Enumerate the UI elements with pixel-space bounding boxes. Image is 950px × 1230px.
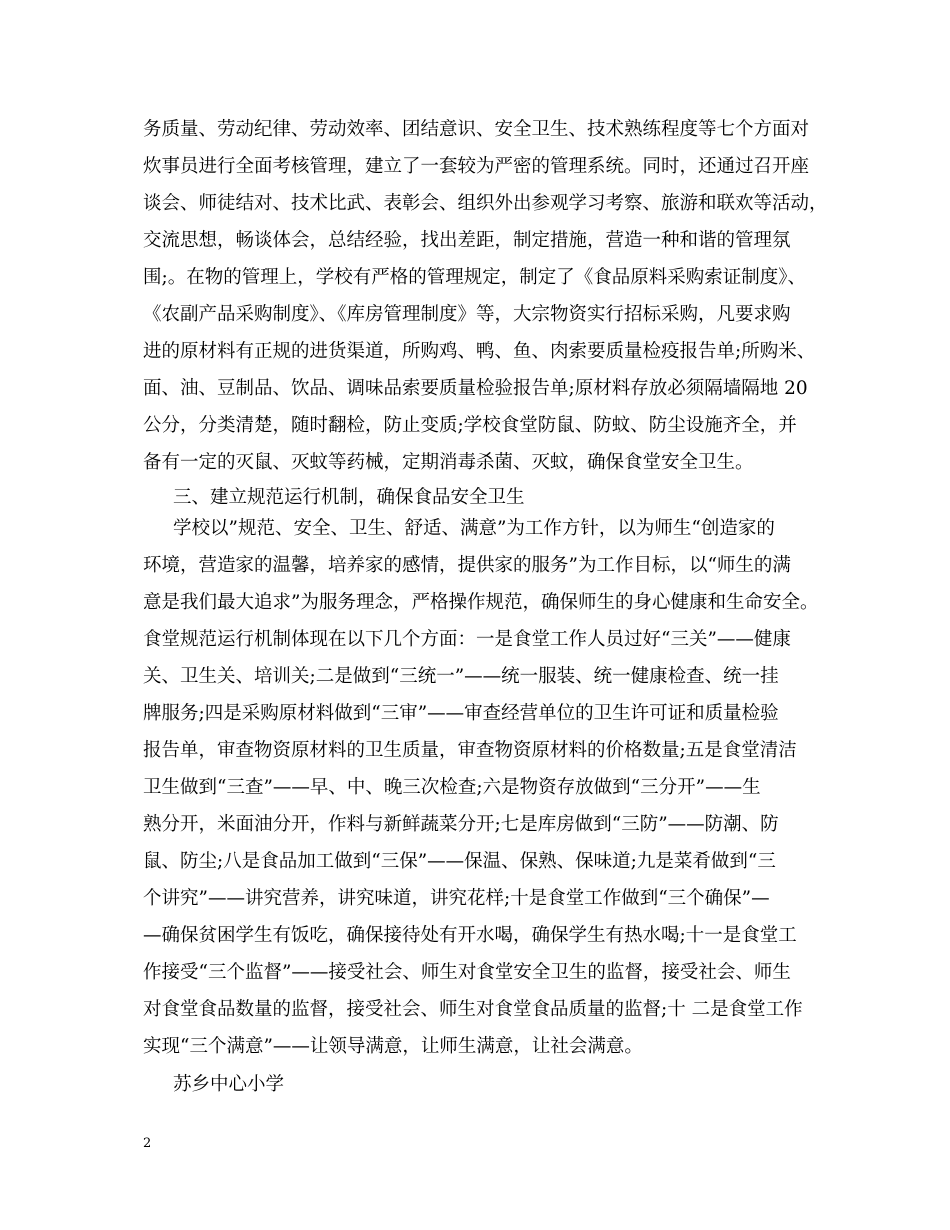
body-text-line: 个讲究”——讲究营养，讲究味道，讲究花样;十是食堂工作做到“三个确保”— <box>143 888 770 909</box>
body-text-line: 报告单，审查物资原材料的卫生质量，审查物资原材料的价格数量;五是食堂清洁 <box>143 740 797 761</box>
body-text-line: 食堂规范运行机制体现在以下几个方面：一是食堂工作人员过好“三关”——健康 <box>143 629 791 650</box>
body-text-line: 交流思想，畅谈体会，总结经验，找出差距，制定措施，营造一种和谐的管理氛 <box>143 230 791 251</box>
body-text-line: 牌服务;四是采购原材料做到“三审”——审查经营单位的卫生许可证和质量检验 <box>143 703 779 724</box>
body-text-line: 鼠、防尘;八是食品加工做到“三保”——保温、保熟、保味道;九是菜肴做到“三 <box>143 851 776 872</box>
body-text-line: 公分，分类清楚，随时翻检，防止变质;学校食堂防鼠、防蚊、防尘设施齐全，并 <box>143 415 797 436</box>
body-text-line: 谈会、师徒结对、技术比武、表彰会、组织外出参观学习考察、旅游和联欢等活动， <box>143 193 828 214</box>
body-text-line: 环境，营造家的温馨，培养家的感情，提供家的服务”为工作目标，以“师生的满 <box>143 555 791 576</box>
body-text-line: 作接受“三个监督”——接受社会、师生对食堂安全卫生的监督，接受社会、师生 <box>143 962 791 983</box>
body-text-line: 围;。在物的管理上，学校有严格的管理规定，制定了《食品原料采购索证制度》、 <box>143 267 806 288</box>
body-text-line: 卫生做到“三查”——早、中、晚三次检查;六是物资存放做到“三分开”——生 <box>143 777 761 798</box>
body-text-line: 实现“三个满意”——让领导满意，让师生满意，让社会满意。 <box>143 1036 643 1057</box>
signature-school-name: 苏乡中心小学 <box>173 1074 285 1095</box>
body-text-line: 熟分开，米面油分开，作料与新鲜蔬菜分开;七是库房做到“三防”——防潮、防 <box>143 814 779 835</box>
body-text-line: 面、油、豆制品、饮品、调味品索要质量检验报告单;原材料存放必须隔墙隔地 20 <box>143 378 808 399</box>
body-text-line: 关、卫生关、培训关;二是做到“三统一”——统一服装、统一健康检查、统一挂 <box>143 666 779 687</box>
body-text-line: 备有一定的灭鼠、灭蚊等药械，定期消毒杀菌、灭蚊，确保食堂安全卫生。 <box>143 452 754 473</box>
body-text-line: 炊事员进行全面考核管理，建立了一套较为严密的管理系统。同时，还通过召开座 <box>143 156 810 177</box>
body-text-line: 务质量、劳动纪律、劳动效率、团结意识、安全卫生、技术熟练程度等七个方面对 <box>143 119 810 140</box>
body-text-line: 《农副产品采购制度》、《库房管理制度》等，大宗物资实行招标采购，凡要求购 <box>143 304 791 325</box>
body-text-line: —确保贫困学生有饭吃，确保接待处有开水喝，确保学生有热水喝;十一是食堂工 <box>143 925 797 946</box>
body-text-line: 对食堂食品数量的监督，接受社会、师生对食堂食品质量的监督;十 二是食堂工作 <box>143 999 803 1020</box>
body-text-line: 意是我们最大追求”为服务理念，严格操作规范，确保师生的身心健康和生命安全。 <box>143 592 819 613</box>
body-text-line: 进的原材料有正规的进货渠道，所购鸡、鸭、鱼、肉索要质量检疫报告单;所购米、 <box>143 341 816 362</box>
page-number: 2 <box>143 1136 152 1151</box>
body-text-line: 学校以”规范、安全、卫生、舒适、满意”为工作方针，以为师生“创造家的 <box>173 518 775 539</box>
section-heading: 三、建立规范运行机制，确保食品安全卫生 <box>173 487 525 508</box>
